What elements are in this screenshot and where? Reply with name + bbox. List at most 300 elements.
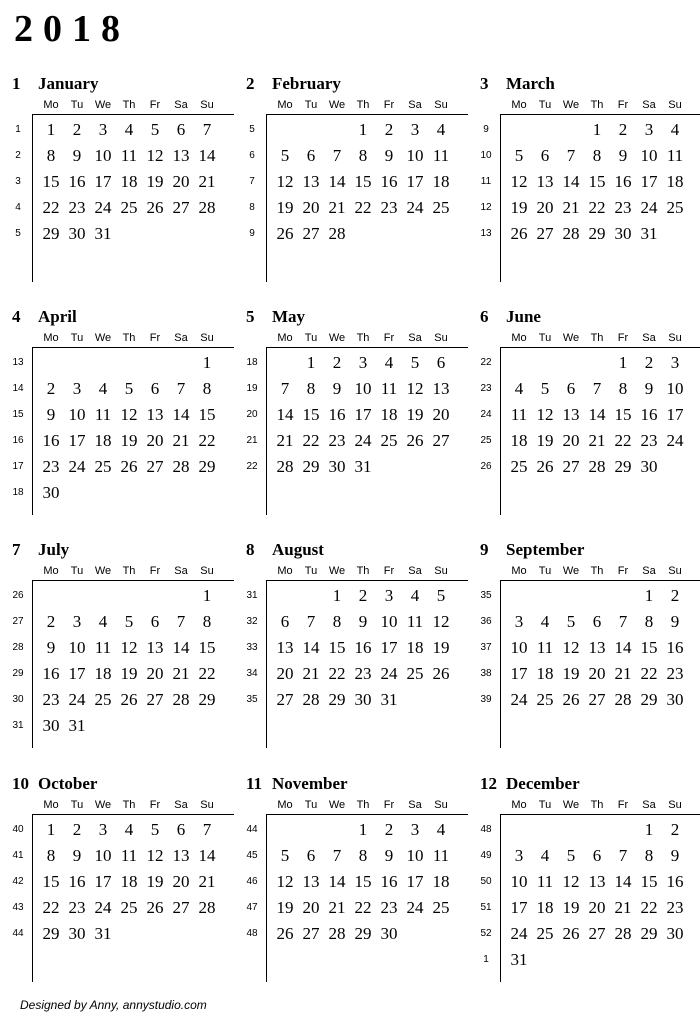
- week-divider-line: [266, 347, 267, 515]
- week-number: 22: [480, 357, 492, 368]
- day-cell: 3: [72, 379, 82, 398]
- weekday-header: Tu: [304, 799, 318, 811]
- day-cell: 16: [68, 172, 86, 191]
- day-cell: 14: [198, 846, 216, 865]
- day-cell: 30: [380, 924, 398, 943]
- weekday-header: Th: [590, 799, 604, 811]
- day-cell: 5: [540, 379, 550, 398]
- day-cell: 8: [46, 146, 56, 165]
- weekday-header: Mo: [511, 332, 527, 344]
- weekday-header: Mo: [277, 565, 293, 577]
- day-cell: 27: [588, 924, 606, 943]
- week-number: 20: [246, 409, 258, 420]
- day-cell: 4: [436, 120, 446, 139]
- month-block: [480, 774, 700, 982]
- day-cell: 9: [384, 846, 394, 865]
- day-cell: 26: [276, 924, 294, 943]
- weekday-header: Mo: [43, 99, 59, 111]
- day-cell: 24: [406, 198, 424, 217]
- day-cell: 7: [176, 379, 186, 398]
- month-name: August: [272, 540, 324, 559]
- week-number: 1: [15, 124, 21, 135]
- week-number: 27: [12, 616, 24, 627]
- day-cell: 16: [380, 872, 398, 891]
- week-number: 34: [246, 668, 258, 679]
- week-number: 11: [480, 176, 492, 187]
- weekday-header: We: [94, 332, 112, 344]
- day-cell: 26: [146, 198, 164, 217]
- day-cell: 29: [198, 457, 216, 476]
- day-cell: 20: [536, 198, 554, 217]
- day-cell: 17: [380, 638, 398, 657]
- day-cell: 11: [120, 146, 138, 165]
- day-cell: 13: [172, 146, 190, 165]
- day-cell: 30: [68, 924, 86, 943]
- day-cell: 21: [562, 198, 580, 217]
- day-cell: 22: [640, 664, 658, 683]
- day-cell: 15: [588, 172, 606, 191]
- day-cell: 9: [670, 612, 680, 631]
- day-cell: 7: [306, 612, 316, 631]
- day-cell: 1: [202, 586, 212, 605]
- weekday-header: Th: [122, 565, 136, 577]
- day-cell: 27: [146, 457, 164, 476]
- day-cell: 11: [94, 405, 112, 424]
- day-cell: 23: [42, 690, 60, 709]
- weekday-header: We: [562, 332, 580, 344]
- day-cell: 24: [68, 690, 86, 709]
- day-cell: 27: [536, 224, 554, 243]
- day-cell: 21: [172, 664, 190, 683]
- weekday-header: We: [328, 799, 346, 811]
- day-cell: 13: [536, 172, 554, 191]
- weekday-header: Fr: [149, 799, 161, 811]
- day-cell: 9: [72, 846, 82, 865]
- day-cell: 10: [406, 146, 424, 165]
- day-cell: 13: [276, 638, 294, 657]
- day-cell: 22: [614, 431, 632, 450]
- month-name: May: [272, 307, 306, 326]
- day-cell: 8: [618, 379, 628, 398]
- day-cell: 12: [406, 379, 424, 398]
- week-divider-line: [500, 114, 501, 282]
- weekday-header: Mo: [277, 332, 293, 344]
- week-number: 42: [12, 876, 24, 887]
- weekday-header: Th: [590, 565, 604, 577]
- day-cell: 1: [202, 353, 212, 372]
- day-cell: 6: [176, 120, 186, 139]
- day-cell: 22: [302, 431, 320, 450]
- day-cell: 19: [146, 872, 164, 891]
- month-block: [246, 74, 468, 282]
- day-cell: 20: [172, 172, 190, 191]
- weekday-header: We: [562, 99, 580, 111]
- week-divider-line: [500, 814, 501, 982]
- day-cell: 30: [68, 224, 86, 243]
- weekday-header: Tu: [538, 565, 552, 577]
- day-cell: 17: [510, 898, 528, 917]
- day-cell: 21: [614, 664, 632, 683]
- week-divider-line: [266, 580, 267, 748]
- day-cell: 28: [328, 224, 346, 243]
- day-cell: 14: [198, 146, 216, 165]
- day-cell: 7: [592, 379, 602, 398]
- day-cell: 10: [666, 379, 684, 398]
- day-cell: 11: [510, 405, 528, 424]
- weekday-header: Su: [434, 99, 448, 111]
- weekday-header: Th: [590, 99, 604, 111]
- day-cell: 8: [202, 379, 212, 398]
- month-block: [246, 307, 468, 515]
- day-cell: 13: [588, 638, 606, 657]
- day-cell: 31: [380, 690, 398, 709]
- week-number: 30: [12, 694, 24, 705]
- day-cell: 18: [510, 431, 528, 450]
- day-cell: 2: [72, 120, 82, 139]
- day-cell: 18: [120, 172, 138, 191]
- day-cell: 29: [640, 690, 658, 709]
- week-number: 10: [480, 150, 492, 161]
- header-divider-line: [266, 580, 468, 581]
- week-number: 19: [246, 383, 258, 394]
- day-cell: 11: [94, 638, 112, 657]
- week-number: 1: [483, 954, 489, 965]
- day-cell: 7: [332, 846, 342, 865]
- weekday-header: Su: [434, 799, 448, 811]
- day-cell: 12: [276, 172, 294, 191]
- weekday-header: Th: [122, 332, 136, 344]
- day-cell: 25: [380, 431, 398, 450]
- day-cell: 2: [358, 586, 368, 605]
- week-divider-line: [500, 347, 501, 515]
- day-cell: 14: [562, 172, 580, 191]
- day-cell: 2: [670, 820, 680, 839]
- weekday-header: Su: [668, 565, 682, 577]
- day-cell: 26: [120, 457, 138, 476]
- weekday-header: Mo: [511, 99, 527, 111]
- month-number: 1: [12, 74, 21, 93]
- weekday-header: Tu: [304, 332, 318, 344]
- day-cell: 10: [68, 405, 86, 424]
- day-cell: 22: [42, 898, 60, 917]
- day-cell: 13: [588, 872, 606, 891]
- month-name: April: [38, 307, 77, 326]
- day-cell: 6: [566, 379, 576, 398]
- day-cell: 20: [276, 664, 294, 683]
- week-number: 28: [12, 642, 24, 653]
- day-cell: 19: [120, 664, 138, 683]
- day-cell: 26: [146, 898, 164, 917]
- weekday-header: Su: [200, 332, 214, 344]
- week-number: 35: [246, 694, 258, 705]
- day-cell: 12: [562, 872, 580, 891]
- week-number: 31: [12, 720, 24, 731]
- day-cell: 26: [562, 690, 580, 709]
- day-cell: 29: [640, 924, 658, 943]
- day-cell: 5: [150, 820, 160, 839]
- day-cell: 11: [536, 638, 554, 657]
- day-cell: 1: [644, 586, 654, 605]
- day-cell: 21: [172, 431, 190, 450]
- weekday-header: We: [328, 332, 346, 344]
- day-cell: 6: [306, 846, 316, 865]
- day-cell: 21: [198, 872, 216, 891]
- day-cell: 13: [562, 405, 580, 424]
- week-divider-line: [32, 347, 33, 515]
- day-cell: 9: [358, 612, 368, 631]
- day-cell: 3: [670, 353, 680, 372]
- day-cell: 8: [644, 612, 654, 631]
- day-cell: 6: [436, 353, 446, 372]
- day-cell: 3: [384, 586, 394, 605]
- day-cell: 7: [202, 120, 212, 139]
- day-cell: 11: [120, 846, 138, 865]
- day-cell: 17: [666, 405, 684, 424]
- week-divider-line: [266, 114, 267, 282]
- header-divider-line: [32, 580, 234, 581]
- day-cell: 6: [150, 612, 160, 631]
- day-cell: 26: [276, 224, 294, 243]
- day-cell: 6: [150, 379, 160, 398]
- day-cell: 20: [146, 431, 164, 450]
- day-cell: 20: [588, 898, 606, 917]
- day-cell: 2: [644, 353, 654, 372]
- week-number: 14: [12, 383, 24, 394]
- day-cell: 22: [328, 664, 346, 683]
- day-cell: 24: [406, 898, 424, 917]
- week-number: 46: [246, 876, 258, 887]
- day-cell: 9: [644, 379, 654, 398]
- weekday-header: Sa: [642, 565, 656, 577]
- day-cell: 29: [42, 924, 60, 943]
- month-number: 4: [12, 307, 21, 326]
- weekday-header: Mo: [277, 99, 293, 111]
- day-cell: 21: [614, 898, 632, 917]
- week-number: 48: [246, 928, 258, 939]
- weekday-header: Fr: [383, 99, 395, 111]
- day-cell: 22: [354, 198, 372, 217]
- day-cell: 22: [198, 664, 216, 683]
- day-cell: 16: [640, 405, 658, 424]
- day-cell: 17: [510, 664, 528, 683]
- week-number: 9: [249, 228, 255, 239]
- day-cell: 27: [146, 690, 164, 709]
- week-number: 51: [480, 902, 492, 913]
- weekday-header: Su: [200, 99, 214, 111]
- week-number: 13: [480, 228, 492, 239]
- header-divider-line: [32, 814, 234, 815]
- day-cell: 12: [510, 172, 528, 191]
- day-cell: 26: [120, 690, 138, 709]
- day-cell: 9: [46, 405, 56, 424]
- day-cell: 4: [124, 820, 134, 839]
- day-cell: 20: [302, 198, 320, 217]
- day-cell: 24: [640, 198, 658, 217]
- day-cell: 6: [176, 820, 186, 839]
- day-cell: 10: [380, 612, 398, 631]
- day-cell: 12: [432, 612, 450, 631]
- day-cell: 10: [94, 846, 112, 865]
- day-cell: 23: [68, 198, 86, 217]
- week-number: 24: [480, 409, 492, 420]
- day-cell: 2: [384, 120, 394, 139]
- week-number: 26: [12, 590, 24, 601]
- weekday-header: Mo: [277, 799, 293, 811]
- day-cell: 1: [332, 586, 342, 605]
- day-cell: 18: [666, 172, 684, 191]
- day-cell: 21: [328, 198, 346, 217]
- weekday-header: Sa: [174, 799, 188, 811]
- day-cell: 26: [562, 924, 580, 943]
- day-cell: 5: [280, 846, 290, 865]
- day-cell: 10: [510, 638, 528, 657]
- day-cell: 16: [328, 405, 346, 424]
- day-cell: 20: [146, 664, 164, 683]
- day-cell: 30: [666, 690, 684, 709]
- day-cell: 28: [328, 924, 346, 943]
- day-cell: 13: [302, 172, 320, 191]
- week-number: 44: [12, 928, 24, 939]
- day-cell: 11: [380, 379, 398, 398]
- weekday-header: We: [328, 99, 346, 111]
- day-cell: 16: [666, 638, 684, 657]
- day-cell: 16: [380, 172, 398, 191]
- day-cell: 30: [354, 690, 372, 709]
- day-cell: 28: [614, 690, 632, 709]
- week-divider-line: [32, 114, 33, 282]
- day-cell: 11: [432, 846, 450, 865]
- day-cell: 15: [640, 638, 658, 657]
- day-cell: 9: [618, 146, 628, 165]
- week-number: 13: [12, 357, 24, 368]
- day-cell: 4: [98, 379, 108, 398]
- weekday-header: Fr: [149, 565, 161, 577]
- day-cell: 15: [42, 872, 60, 891]
- day-cell: 19: [120, 431, 138, 450]
- week-number: 32: [246, 616, 258, 627]
- day-cell: 17: [406, 872, 424, 891]
- day-cell: 8: [332, 612, 342, 631]
- day-cell: 2: [72, 820, 82, 839]
- header-divider-line: [500, 814, 700, 815]
- month-block: [12, 540, 234, 748]
- month-block: [12, 74, 234, 282]
- day-cell: 5: [124, 379, 134, 398]
- day-cell: 6: [540, 146, 550, 165]
- day-cell: 10: [68, 638, 86, 657]
- day-cell: 16: [614, 172, 632, 191]
- day-cell: 12: [146, 846, 164, 865]
- day-cell: 15: [614, 405, 632, 424]
- weekday-header: Fr: [383, 332, 395, 344]
- day-cell: 2: [670, 586, 680, 605]
- day-cell: 3: [644, 120, 654, 139]
- day-cell: 29: [198, 690, 216, 709]
- month-block: [480, 307, 700, 515]
- day-cell: 6: [592, 612, 602, 631]
- week-number: 47: [246, 902, 258, 913]
- day-cell: 1: [46, 120, 56, 139]
- weekday-header: We: [562, 565, 580, 577]
- day-cell: 23: [614, 198, 632, 217]
- weekday-header: Sa: [408, 799, 422, 811]
- weekday-header: Mo: [43, 565, 59, 577]
- day-cell: 3: [98, 120, 108, 139]
- weekday-header: Fr: [149, 99, 161, 111]
- day-cell: 18: [432, 172, 450, 191]
- day-cell: 3: [410, 120, 420, 139]
- day-cell: 26: [406, 431, 424, 450]
- day-cell: 16: [68, 872, 86, 891]
- day-cell: 14: [614, 872, 632, 891]
- year-title: 2018: [14, 8, 130, 50]
- day-cell: 4: [514, 379, 524, 398]
- week-number: 37: [480, 642, 492, 653]
- day-cell: 25: [94, 690, 112, 709]
- day-cell: 13: [172, 846, 190, 865]
- day-cell: 13: [146, 638, 164, 657]
- day-cell: 24: [510, 690, 528, 709]
- day-cell: 29: [588, 224, 606, 243]
- day-cell: 23: [328, 431, 346, 450]
- day-cell: 4: [124, 120, 134, 139]
- week-number: 33: [246, 642, 258, 653]
- day-cell: 23: [666, 664, 684, 683]
- week-number: 39: [480, 694, 492, 705]
- weekday-header: Mo: [511, 799, 527, 811]
- day-cell: 28: [562, 224, 580, 243]
- month-number: 8: [246, 540, 255, 559]
- day-cell: 27: [276, 690, 294, 709]
- day-cell: 26: [510, 224, 528, 243]
- day-cell: 4: [670, 120, 680, 139]
- weekday-header: We: [94, 565, 112, 577]
- day-cell: 11: [666, 146, 684, 165]
- day-cell: 17: [94, 172, 112, 191]
- day-cell: 3: [514, 846, 524, 865]
- day-cell: 14: [614, 638, 632, 657]
- day-cell: 31: [354, 457, 372, 476]
- month-name: October: [38, 774, 98, 793]
- day-cell: 11: [406, 612, 424, 631]
- month-name: January: [38, 74, 99, 93]
- week-number: 17: [12, 461, 24, 472]
- day-cell: 23: [640, 431, 658, 450]
- day-cell: 15: [42, 172, 60, 191]
- day-cell: 25: [432, 898, 450, 917]
- day-cell: 28: [198, 898, 216, 917]
- week-number: 6: [249, 150, 255, 161]
- day-cell: 23: [380, 198, 398, 217]
- day-cell: 28: [614, 924, 632, 943]
- day-cell: 27: [172, 198, 190, 217]
- day-cell: 24: [94, 198, 112, 217]
- day-cell: 23: [666, 898, 684, 917]
- month-name: June: [506, 307, 541, 326]
- day-cell: 27: [562, 457, 580, 476]
- day-cell: 15: [302, 405, 320, 424]
- day-cell: 2: [332, 353, 342, 372]
- weekday-header: Su: [434, 565, 448, 577]
- day-cell: 19: [432, 638, 450, 657]
- day-cell: 19: [510, 198, 528, 217]
- day-cell: 9: [670, 846, 680, 865]
- day-cell: 13: [146, 405, 164, 424]
- day-cell: 25: [510, 457, 528, 476]
- day-cell: 31: [94, 224, 112, 243]
- day-cell: 29: [614, 457, 632, 476]
- day-cell: 14: [588, 405, 606, 424]
